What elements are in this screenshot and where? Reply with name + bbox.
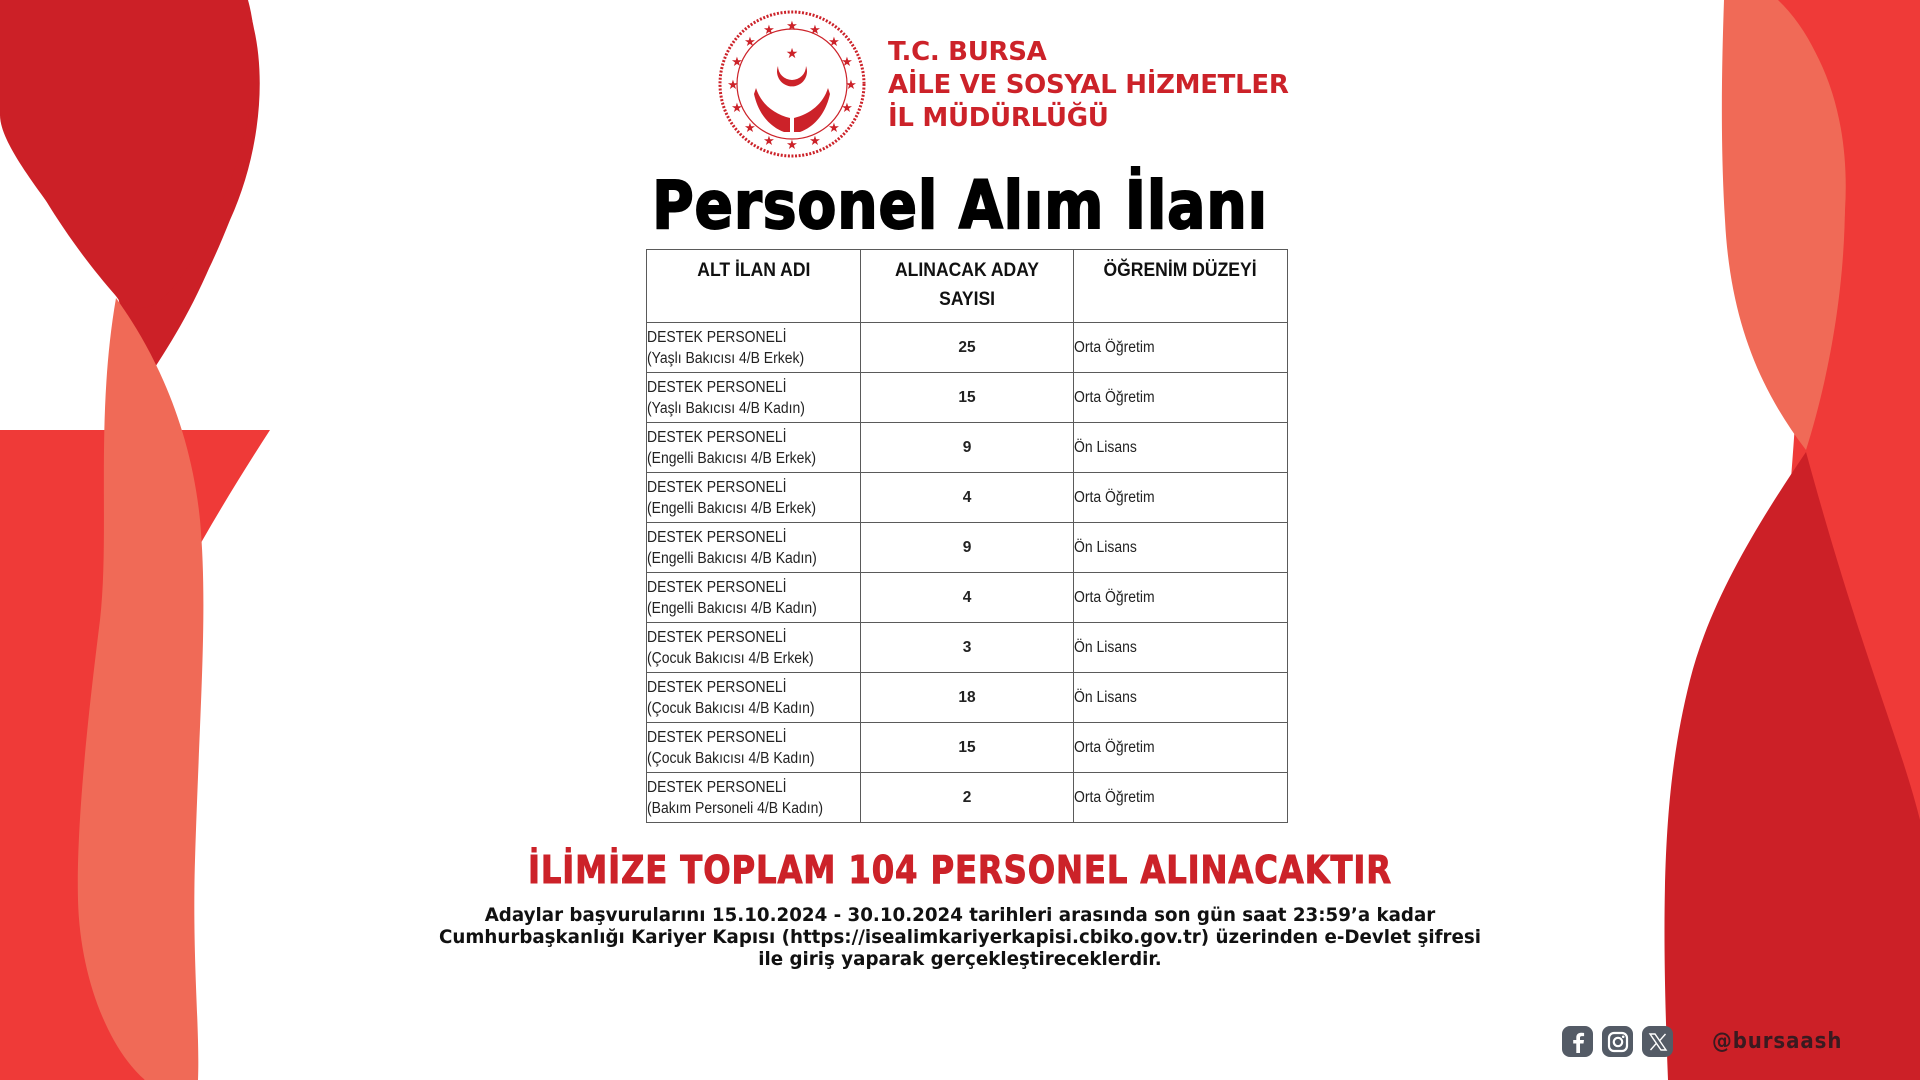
svg-text:★: ★	[809, 23, 821, 38]
svg-text:★: ★	[731, 55, 743, 70]
svg-text:★: ★	[841, 101, 853, 116]
education-level-cell: Orta Öğretim	[1074, 473, 1288, 523]
svg-text:★: ★	[828, 35, 840, 50]
org-line-1: T.C. BURSA	[888, 37, 1047, 67]
table-row	[647, 773, 1288, 823]
table-header-row	[647, 250, 1288, 323]
table-row	[647, 723, 1288, 773]
education-level-cell: Ön Lisans	[1074, 623, 1288, 673]
ministry-logo	[716, 8, 868, 160]
candidate-count-cell: 4	[861, 473, 1074, 523]
social-footer	[1562, 1026, 1857, 1057]
page-title: Personel Alım İlanı	[652, 167, 1268, 244]
candidate-count-cell: 3	[861, 623, 1074, 673]
svg-text:★: ★	[785, 46, 799, 62]
candidate-count-cell: 18	[861, 673, 1074, 723]
candidate-count-cell: 4	[861, 573, 1074, 623]
vacancy-table	[646, 249, 1288, 823]
education-level-cell: Orta Öğretim	[1074, 723, 1288, 773]
svg-text:★: ★	[828, 121, 840, 136]
org-line-2: AİLE VE SOSYAL HİZMETLER	[888, 70, 1289, 100]
position-name-cell: DESTEK PERSONELİ (Çocuk Bakıcısı 4/B Kadın)	[647, 723, 861, 773]
organization-name	[888, 36, 1289, 135]
table-row	[647, 673, 1288, 723]
candidate-count-cell: 25	[861, 323, 1074, 373]
column-header-candidate-count: ALINACAK ADAY SAYISI	[861, 250, 1074, 323]
ministry-emblem-icon	[716, 8, 868, 160]
left-wave-dark-main	[0, 0, 255, 308]
position-name-cell: DESTEK PERSONELİ (Engelli Bakıcısı 4/B Kadın)	[647, 573, 861, 623]
table-row	[647, 623, 1288, 673]
candidate-count-cell: 2	[861, 773, 1074, 823]
education-level-cell: Ön Lisans	[1074, 523, 1288, 573]
svg-text:★: ★	[809, 134, 821, 149]
education-level-cell: Orta Öğretim	[1074, 373, 1288, 423]
education-level-cell: Orta Öğretim	[1074, 573, 1288, 623]
table-row	[647, 373, 1288, 423]
instagram-icon[interactable]	[1602, 1026, 1633, 1057]
table-row	[647, 323, 1288, 373]
table-row	[647, 573, 1288, 623]
total-positions-headline: İLİMİZE TOPLAM 104 PERSONEL ALINACAKTIR	[528, 848, 1392, 892]
position-name-cell: DESTEK PERSONELİ (Engelli Bakıcısı 4/B Erkek)	[647, 423, 861, 473]
position-name-cell: DESTEK PERSONELİ (Engelli Bakıcısı 4/B Kadın)	[647, 523, 861, 573]
table-row	[647, 523, 1288, 573]
position-name-cell: DESTEK PERSONELİ (Engelli Bakıcısı 4/B Erkek)	[647, 473, 861, 523]
info-line-2: Cumhurbaşkanlığı Kariyer Kapısı (https://isealimkariyerkapisi.cbiko.gov.tr) üzerinden e-Devlet şifresi	[438, 926, 1482, 948]
svg-text:★: ★	[727, 78, 739, 93]
education-level-cell: Ön Lisans	[1074, 673, 1288, 723]
svg-text:★: ★	[744, 35, 756, 50]
facebook-icon[interactable]	[1562, 1026, 1593, 1057]
svg-text:★: ★	[744, 121, 756, 136]
candidate-count-cell: 15	[861, 373, 1074, 423]
position-name-cell: DESTEK PERSONELİ (Yaşlı Bakıcısı 4/B Kadın)	[647, 373, 861, 423]
social-handle[interactable]: @bursaash	[1712, 1029, 1843, 1054]
svg-text:★: ★	[786, 138, 798, 153]
application-info	[0, 904, 1920, 970]
table-row	[647, 423, 1288, 473]
column-header-education-level: ÖĞRENİM DÜZEYİ	[1074, 250, 1288, 323]
info-line-3: ile giriş yaparak gerçekleştireceklerdir.	[758, 948, 1162, 970]
education-level-cell: Orta Öğretim	[1074, 323, 1288, 373]
table-row	[647, 473, 1288, 523]
svg-text:★: ★	[731, 101, 743, 116]
svg-text:★: ★	[763, 23, 775, 38]
column-header-sub-listing: ALT İLAN ADI	[647, 250, 861, 323]
candidate-count-cell: 15	[861, 723, 1074, 773]
position-name-cell: DESTEK PERSONELİ (Yaşlı Bakıcısı 4/B Erkek)	[647, 323, 861, 373]
education-level-cell: Ön Lisans	[1074, 423, 1288, 473]
info-line-1: Adaylar başvurularını 15.10.2024 - 30.10.2024 tarihleri arasında son gün saat 23:59’a kadar	[484, 904, 1436, 926]
candidate-count-cell: 9	[861, 523, 1074, 573]
svg-text:★: ★	[786, 19, 798, 34]
svg-text:★: ★	[845, 78, 857, 93]
org-line-3: İL MÜDÜRLÜĞÜ	[888, 103, 1109, 133]
candidate-count-cell: 9	[861, 423, 1074, 473]
svg-text:★: ★	[763, 134, 775, 149]
position-name-cell: DESTEK PERSONELİ (Çocuk Bakıcısı 4/B Kadın)	[647, 673, 861, 723]
education-level-cell: Orta Öğretim	[1074, 773, 1288, 823]
position-name-cell: DESTEK PERSONELİ (Bakım Personeli 4/B Kadın)	[647, 773, 861, 823]
position-name-cell: DESTEK PERSONELİ (Çocuk Bakıcısı 4/B Erkek)	[647, 623, 861, 673]
vacancy-table-container	[646, 249, 1288, 823]
x-icon[interactable]	[1642, 1026, 1673, 1057]
svg-text:★: ★	[841, 55, 853, 70]
